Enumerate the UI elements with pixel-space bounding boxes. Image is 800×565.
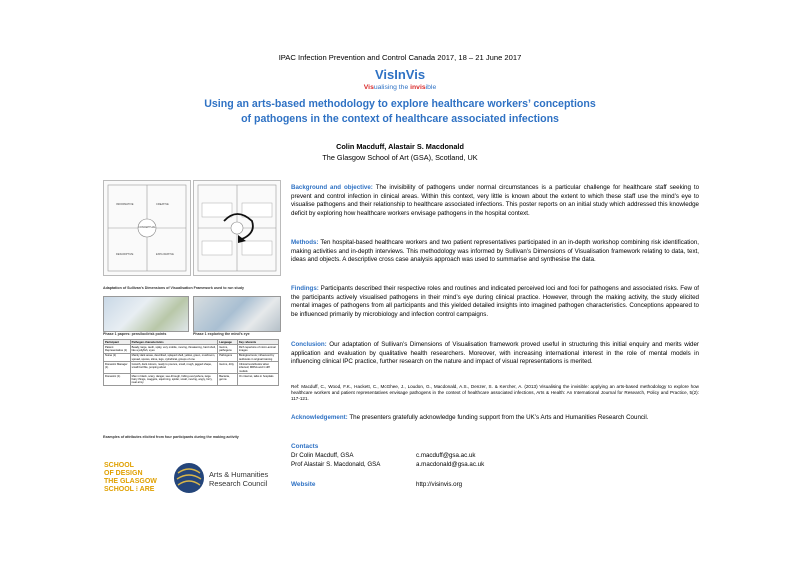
- table-row: [104, 353, 279, 362]
- table-cell: Growth, dark colours, ready to pounce, small, rough, jagged shape, small horrible, jumping about: [130, 362, 218, 374]
- table-cell: Clinical texts/books when infected; MRSA and C.diff models: [237, 362, 278, 374]
- tagline-part-invis: invis: [410, 84, 426, 91]
- contact-name: Dr Colin Macduff, GSA: [291, 452, 354, 459]
- conference-line: IPAC Infection Prevention and Control Canada 2017, 18 – 21 June 2017: [278, 53, 522, 62]
- contact-name: Prof Alastair S. Macdonald, GSA: [291, 461, 381, 468]
- gsa-logo-line: SCHOOL: [104, 462, 134, 469]
- conclusion-section: [291, 341, 699, 367]
- table-cell: Domestic Manager (1): [104, 362, 131, 374]
- poster-title-line2: of pathogens in the context of healthcare associated infections: [241, 113, 559, 125]
- project-title: VisInVis: [374, 67, 426, 82]
- workshop-photo-2: [193, 296, 281, 332]
- conclusion-heading: Conclusion:: [291, 341, 327, 348]
- quadrant-creative: CREATIVE: [156, 203, 169, 206]
- gsa-logo-line: SCHOOL ⁝ ARE: [104, 486, 155, 493]
- ahrc-logo: [209, 470, 268, 488]
- table-caption: Examples of attributes elicited from four participants during the making activity: [103, 435, 239, 439]
- project-tagline: [0, 84, 800, 91]
- table-cell: Biological texts; influenced by textbooks in original training: [237, 353, 278, 362]
- table-cell: Patient Representative (1): [104, 345, 131, 354]
- table-row: [104, 362, 279, 374]
- framework-diagram-left: [103, 180, 191, 276]
- quadrant-explorative: EXPLORATIVE: [156, 253, 174, 256]
- table-header: Language: [218, 340, 238, 345]
- methods-section: [291, 239, 699, 265]
- quadrant-informative: INFORMATIVE: [116, 203, 134, 206]
- ahrc-emblem-icon: [172, 461, 206, 495]
- table-cell: Pathogens: [218, 353, 238, 362]
- findings-section: [291, 285, 699, 319]
- tagline-part-end: ible: [425, 84, 437, 91]
- gsa-logo-line: OF DESIGN: [104, 470, 143, 477]
- table-row: [104, 345, 279, 354]
- table-cell: Bacteria, germs: [218, 374, 238, 386]
- poster-title: [150, 97, 650, 127]
- gsa-logo-line: THE GLASGOW: [104, 478, 157, 485]
- workshop-photo-1: [103, 296, 189, 332]
- findings-text: Participants described their respective roles and routines and indicated perceived loci and foci for pathogens and associated risks. Few of the participants actively visualised pathogens in their mind’s eye during clinical practice. However, through the making activity, the study elicited mental images of pathogens from all participants and this yielded detailed insights into imagined pathogen characteristics. Conceptions appeared to be influenced primarily by microbiology and infection control campaigns.: [291, 285, 699, 318]
- photo-caption-2: Phase 1 exploring the mind's eye: [193, 332, 250, 336]
- background-heading: Background and objective:: [291, 184, 373, 191]
- reference: Ref: Macduff, C., Wood, F.K., Hackett, C., McGhee, J., Loudon, G., Macdonald, A.S., Denzer, S. & Kercher, A. (2013) Visualising the invisible: applying an arts-based methodology to explore how healthcare workers and patient representatives envisage pathogens in the context of healthcare associated infections, Arts & Health: An International Journal for Research, Policy and Practice, 5(2): 117-121.: [291, 384, 699, 401]
- acknowledgement-heading: Acknowledgement:: [291, 414, 348, 421]
- acknowledgement-text: The presenters gratefully acknowledge funding support from the UK’s Arts and Humanities Research Council.: [349, 414, 649, 421]
- quadrant-descriptive: DESCRIPTIVE: [116, 253, 134, 256]
- table-header: Key referents: [237, 340, 278, 345]
- framework-diagram-right: [193, 180, 281, 276]
- contact-email[interactable]: a.macdonald@gsa.ac.uk: [416, 461, 485, 468]
- table-cell: Rich repertoire of micro-animal images: [237, 345, 278, 354]
- authors: Colin Macduff, Alastair S. Macdonald: [336, 142, 464, 151]
- background-section: [291, 184, 699, 218]
- tagline-part-vis: Vis: [363, 84, 374, 91]
- contact-email[interactable]: c.macduff@gsa.ac.uk: [416, 452, 476, 459]
- table-cell: Germs, pathogens: [218, 345, 238, 354]
- affiliation: The Glasgow School of Art (GSA), Scotland, UK: [322, 153, 478, 162]
- methods-heading: Methods:: [291, 239, 319, 246]
- figure-caption-framework: Adaptation of Sullivan's Dimensions of Visualisation Framework used to run study: [103, 286, 244, 290]
- methods-text: Ten hospital-based healthcare workers and two patient representatives participated in an in-depth workshop combining risk identification, making activities and in-depth interviews. This methodology was informed by Sullivan’s Dimensions of Visualisation framework relating to data, text, ideas and objects. A descriptive cross case analysis approach was used to summarise and synthesise the data.: [291, 239, 699, 264]
- photo-caption-1: Phase 1 papers: pens/loci/risk points: [103, 332, 167, 336]
- acknowledgement-section: [291, 414, 699, 423]
- attributes-table: [103, 339, 279, 386]
- table-cell: Germs, dirty: [218, 362, 238, 374]
- conclusion-text: Our adaptation of Sullivan’s Dimensions of Visualisation framework proved useful in structuring this initial enquiry and merits wider application and evaluation by qualitative health researchers. Moreover, with increasing international interest in the role of mental models in influencing clinical IPC practice, further research on the nature and impact of visual representations is merited.: [291, 341, 699, 366]
- framework-grid-right: [194, 181, 280, 275]
- table-cell: Beady, large, teeth, spiky, very mobile, moving, threatening, hard shell, like a jellyfish, eyes: [130, 345, 218, 354]
- ahrc-logo-line: Research Council: [209, 479, 268, 488]
- table-cell: Man in black, scary, danger, see-through, hiding everywhere, large hairy things, maggots, squirming, spider, small, moving, angry, furry, neat army: [130, 374, 218, 386]
- table-cell: Domestic (1): [104, 374, 131, 386]
- poster-title-line1: Using an arts-based methodology to explore healthcare workers’ conceptions: [204, 98, 596, 110]
- contacts-heading: Contacts: [291, 443, 319, 450]
- table-cell: On internet, talks in hospitals: [237, 374, 278, 386]
- centre-label: CONCEPTUAL: [138, 226, 156, 229]
- findings-heading: Findings:: [291, 285, 319, 292]
- website-link[interactable]: http://visinvis.org: [416, 481, 463, 488]
- table-cell: Nurse (1): [104, 353, 131, 362]
- ahrc-logo-line: Arts & Humanities: [209, 470, 269, 479]
- tagline-part-middle: ualising the: [373, 84, 411, 91]
- background-text: The invisibility of pathogens under normal circumstances is a particular challenge for healthcare staff seeking to prevent and control infection in clinical areas. Within this context, very little is known about the extent to which these staff use the mind’s eye to visualise pathogens and their relationship to healthcare associated infections. This poster reports on an initial study which addressed this knowledge deficit by exploring how healthcare workers envisage pathogens in the hospital context.: [291, 184, 700, 217]
- table-row: [104, 374, 279, 386]
- website-heading: Website: [291, 481, 316, 488]
- table-header: Participant: [104, 340, 131, 345]
- table-header: Pathogen characteristics: [130, 340, 218, 345]
- table-cell: Mainly dark areas, described, splayed shell, yellow, green, mushroom, spread, spores, slime, legs, cylindrical, groups of one: [130, 353, 218, 362]
- gsa-logo: [104, 462, 157, 494]
